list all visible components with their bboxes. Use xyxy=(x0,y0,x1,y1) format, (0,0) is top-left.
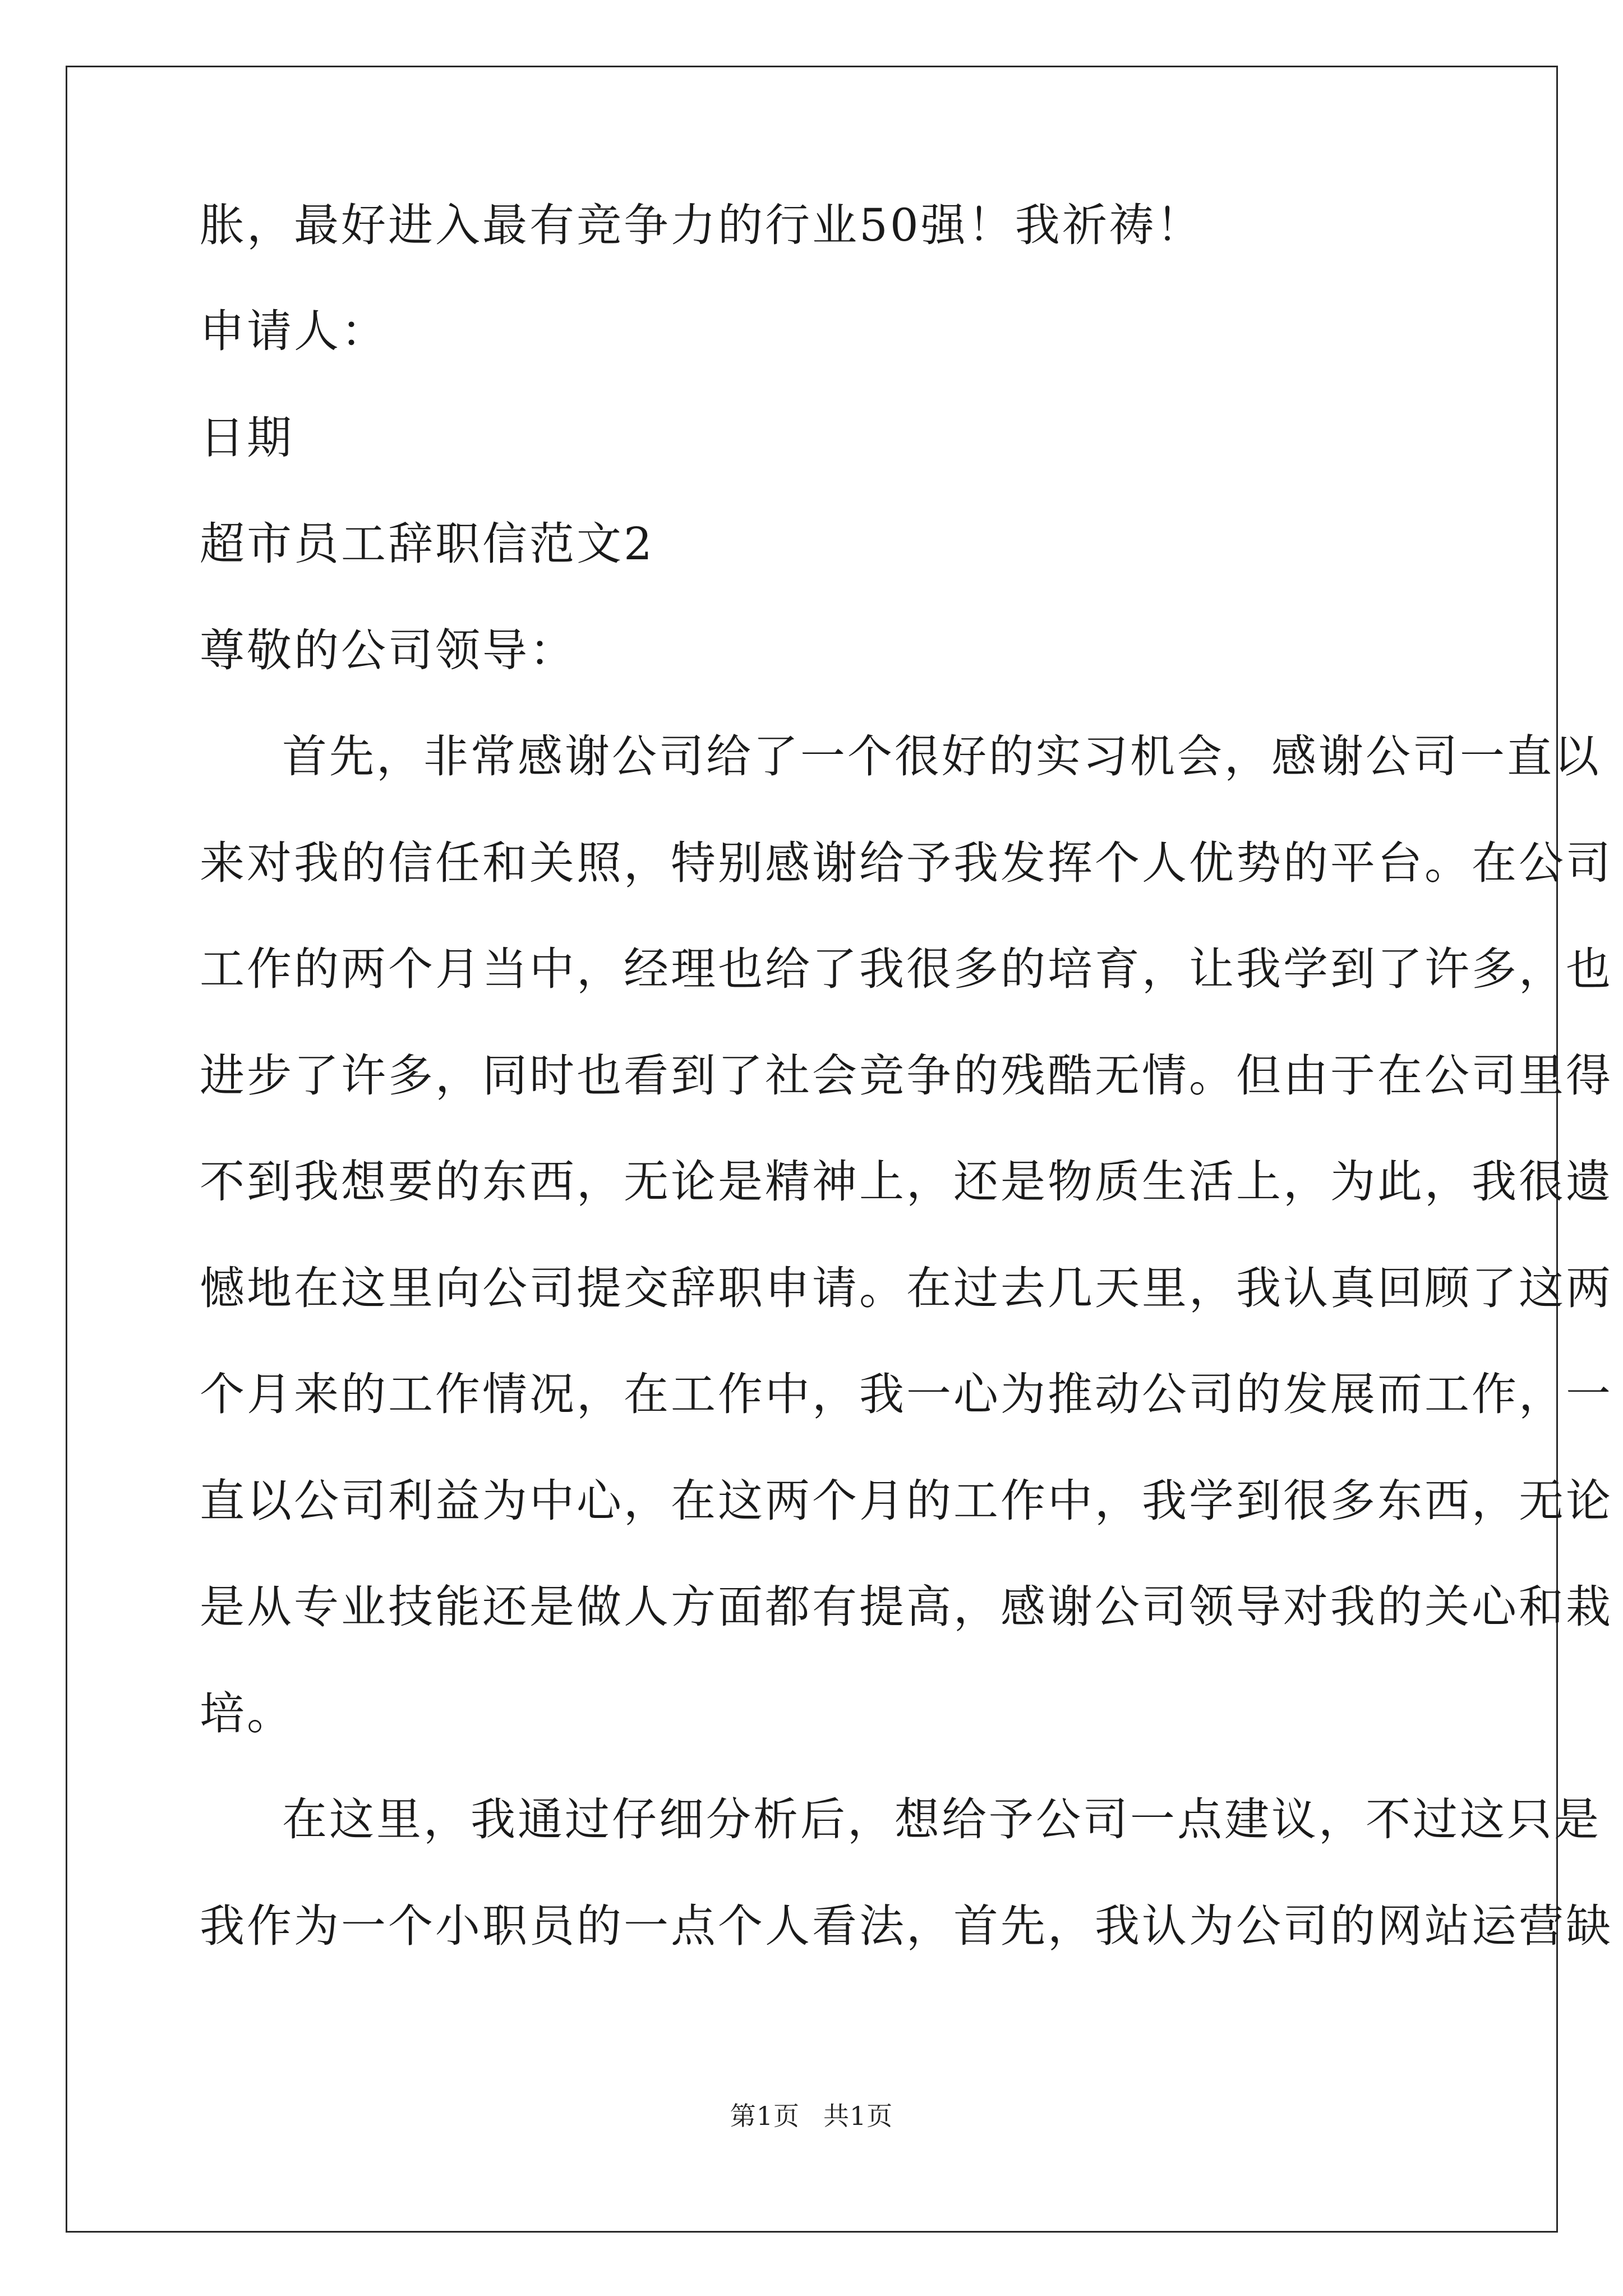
paragraph-1-line-5: 不到我想要的东西，无论是精神上，还是物质生活上，为此，我很遗 xyxy=(200,1156,1613,1208)
letter-title: 超市员工辞职信范文2 xyxy=(200,518,654,570)
page-total: 共1页 xyxy=(823,2101,893,2131)
paragraph-1-line-1: 首先，非常感谢公司给了一个很好的实习机会，感谢公司一直以 xyxy=(282,730,1601,783)
paragraph-1-line-7: 个月来的工作情况，在工作中，我一心为推动公司的发展而工作，一 xyxy=(200,1368,1613,1420)
paragraph-1-line-8: 直以公司利益为中心，在这两个月的工作中，我学到很多东西，无论 xyxy=(200,1475,1613,1527)
paragraph-1-line-2: 来对我的信任和关照，特别感谢给予我发挥个人优势的平台。在公司 xyxy=(200,837,1613,889)
paragraph-1-line-9: 是从专业技能还是做人方面都有提高，感谢公司领导对我的关心和栽 xyxy=(200,1581,1613,1633)
paragraph-2-line-1: 在这里，我通过仔细分析后，想给予公司一点建议，不过这只是 xyxy=(282,1793,1601,1846)
paragraph-1-line-6: 憾地在这里向公司提交辞职申请。在过去几天里，我认真回顾了这两 xyxy=(200,1262,1613,1314)
paragraph-1-line-4: 进步了许多，同时也看到了社会竞争的残酷无情。但由于在公司里得 xyxy=(200,1050,1613,1102)
salutation: 尊敬的公司领导： xyxy=(200,624,577,677)
paragraph-2-line-2: 我作为一个小职员的一点个人看法，首先，我认为公司的网站运营缺 xyxy=(200,1900,1613,1952)
date-label: 日期 xyxy=(200,412,294,464)
page-footer xyxy=(0,2096,1623,2133)
text-line-1: 胀，最好进入最有竞争力的行业50强！我祈祷！ xyxy=(200,199,1204,251)
paragraph-1-line-10: 培。 xyxy=(200,1687,294,1740)
applicant-label: 申请人： xyxy=(200,305,388,357)
paragraph-1-line-3: 工作的两个月当中，经理也给了我很多的培育，让我学到了许多，也 xyxy=(200,943,1613,995)
page-number: 第1页 xyxy=(730,2101,800,2131)
